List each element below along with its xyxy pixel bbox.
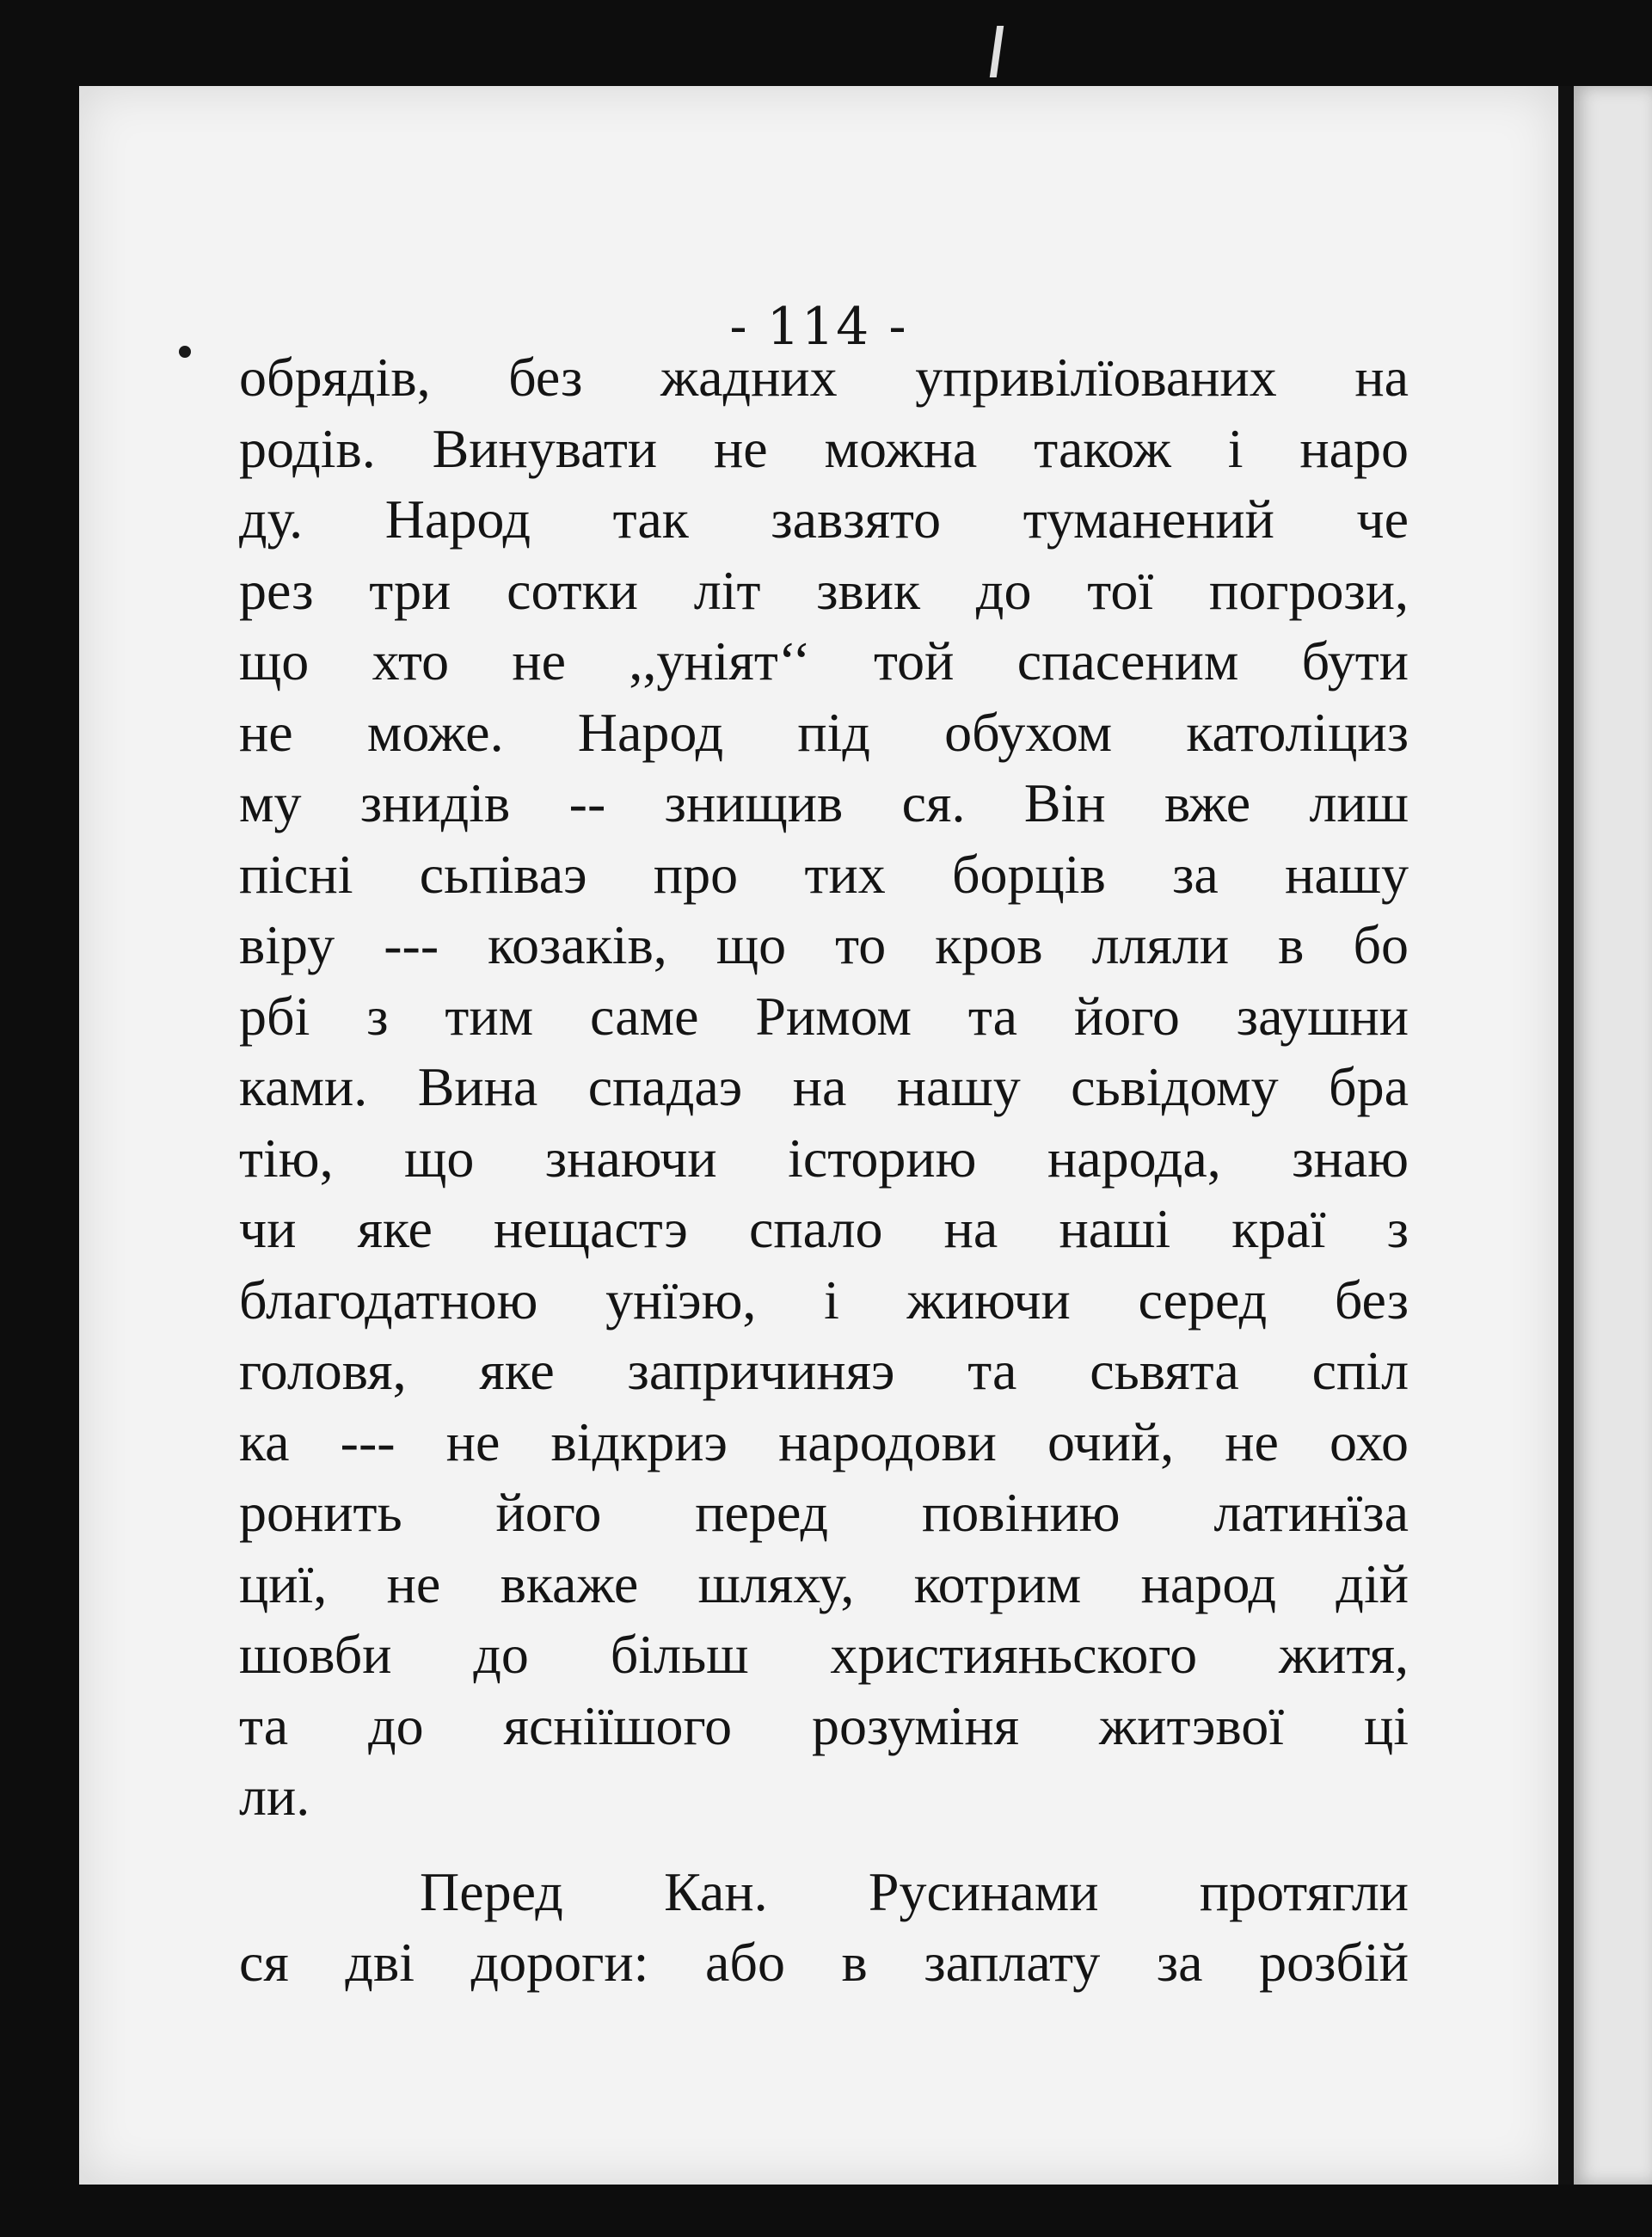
text-line: родів. Винувати не можна також і наро — [239, 417, 1409, 479]
text-line: що хто не ,,уніят‘‘ той спасеним бути — [239, 630, 1409, 691]
text-line: пісні сьпіваэ про тих борців за нашу — [239, 843, 1409, 905]
page-gutter — [1558, 86, 1574, 2185]
text-line: благодатною унїэю, і жиючи серед без — [239, 1269, 1409, 1331]
text-line: тію, що знаючи історию народа, знаю — [239, 1127, 1409, 1189]
text-line: ду. Народ так завзято туманений че — [239, 489, 1409, 550]
text-line: циї, не вкаже шляху, котрим народ дій — [239, 1552, 1409, 1614]
ink-dot — [179, 346, 191, 358]
paragraph-gap — [239, 1833, 1409, 1857]
text-line: му знидів -- знищив ся. Він вже лиш — [239, 772, 1409, 833]
text-line: обрядів, без жадних упривілїованих на — [239, 347, 1409, 408]
text-line: ся дві дороги: або в заплату за розбій — [239, 1932, 1409, 1993]
text-line: ками. Вина спадаэ на нашу сьвідому бра — [239, 1056, 1409, 1117]
text-line: Перед Кан. Русинами протягли — [420, 1860, 1409, 1922]
text-line: чи яке нещастэ спало на наші краї з — [239, 1198, 1409, 1259]
page-number: - 114 - — [729, 297, 908, 357]
text-line: ронить його перед повінию латинїза — [239, 1482, 1409, 1543]
text-line: віру --- козаків, що то кров лляли в бо — [239, 914, 1409, 975]
text-line: ка --- не відкриэ народови очий, не охо — [239, 1410, 1409, 1472]
text-line: рбі з тим саме Римом та його заушни — [239, 985, 1409, 1047]
text-line: рез три сотки літ звик до тої погрози, — [239, 559, 1409, 621]
text-line: ли. — [239, 1766, 310, 1827]
page-text — [239, 342, 1409, 1999]
adjacent-page-edge — [1574, 86, 1652, 2185]
text-line: не може. Народ під обухом католіциз — [239, 701, 1409, 763]
text-line: та до ясніїшого розуміня житэвої ці — [239, 1694, 1409, 1756]
text-line: шовби до більш християньского житя, — [239, 1624, 1409, 1685]
text-line: головя, яке запричиняэ та сьвята спіл — [239, 1340, 1409, 1401]
